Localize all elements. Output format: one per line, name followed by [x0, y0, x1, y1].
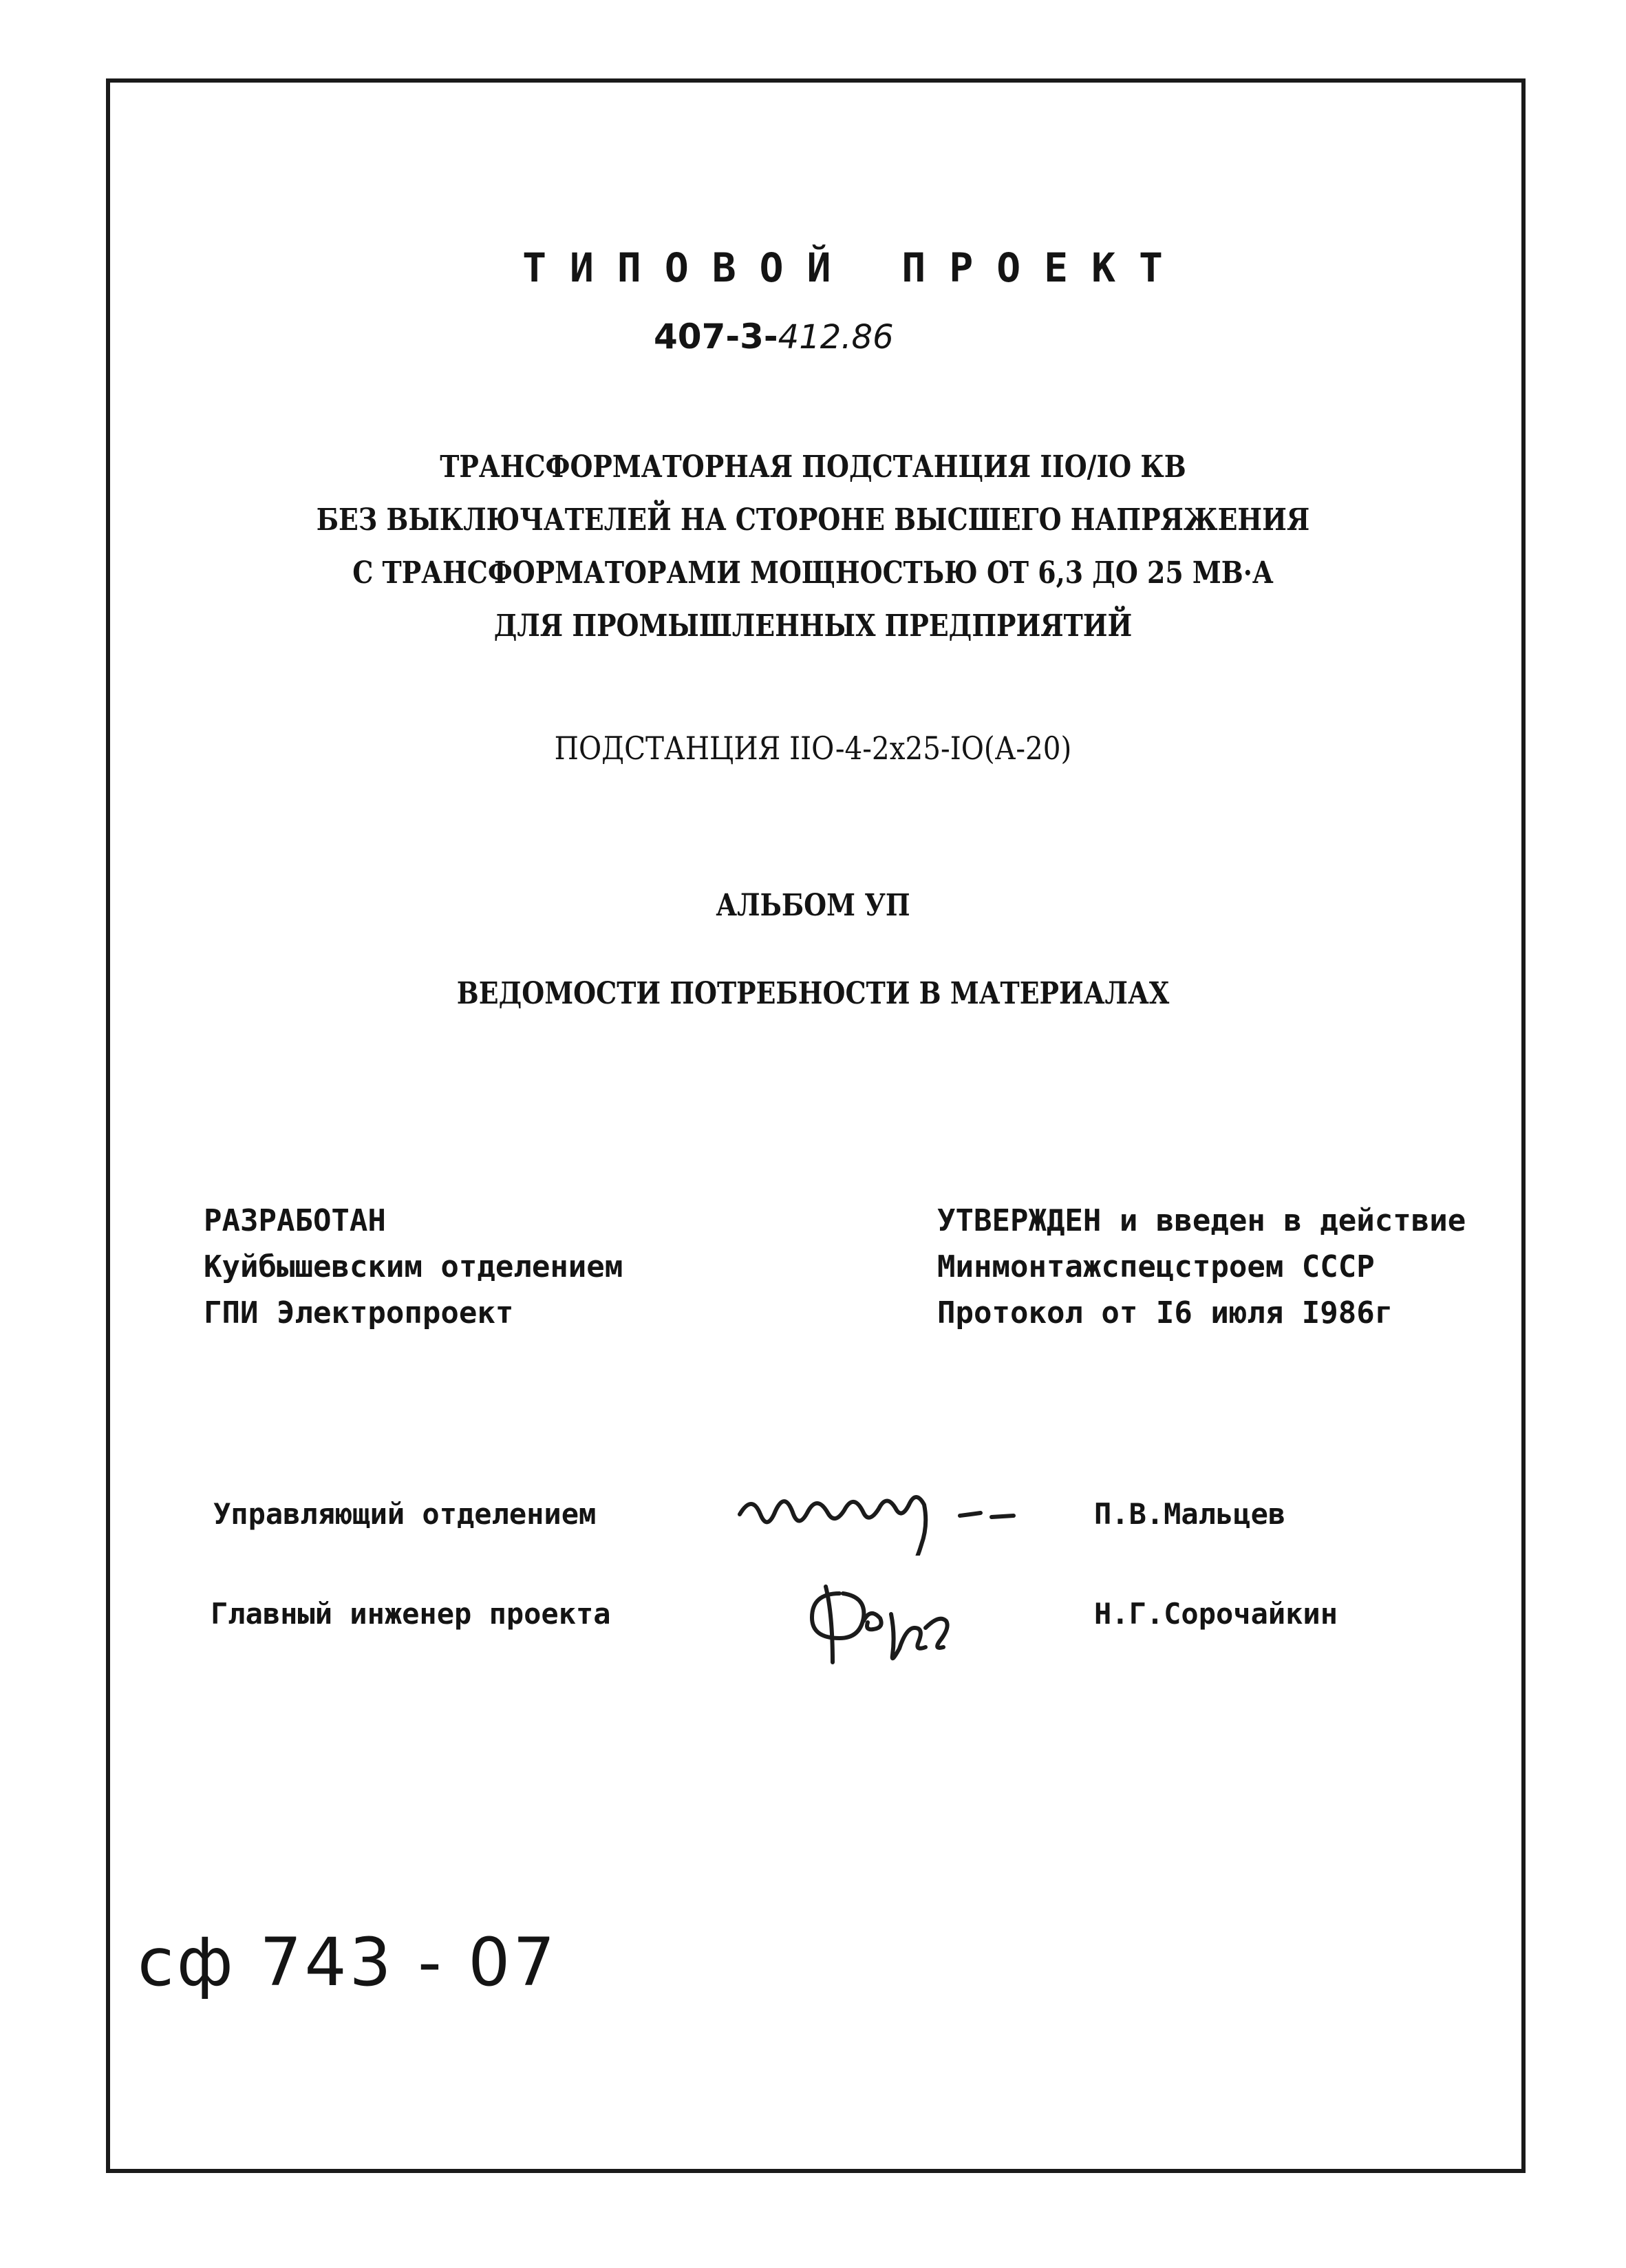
developed-by-line: Куйбышевским отделением [204, 1249, 623, 1284]
substation-designation: ПОДСТАНЦИЯ IIO-4-2х25-IO(А-20) [554, 730, 1072, 767]
developed-by-line: ГПИ Электропроект [204, 1295, 514, 1331]
title-line: ДЛЯ ПРОМЫШЛЕННЫХ ПРЕДПРИЯТИЙ [493, 608, 1133, 644]
handwritten-signature [798, 1573, 977, 1676]
signatory-role: Управляющий отделением [213, 1497, 597, 1531]
document-number [654, 317, 894, 357]
approval-block [937, 1198, 1466, 1336]
signatory-name: П.В.Мальцев [1094, 1497, 1286, 1531]
title-line: ТРАНСФОРМАТОРНАЯ ПОДСТАНЦИЯ IIO/IO КВ [440, 449, 1186, 485]
title-line: БЕЗ ВЫКЛЮЧАТЕЛЕЙ НА СТОРОНЕ ВЫСШЕГО НАПРЯЖЕНИЯ [316, 502, 1310, 538]
document-number-typed: 407-3- [654, 317, 778, 357]
project-title [114, 441, 1512, 653]
signatory-name: Н.Г.Сорочайкин [1094, 1597, 1338, 1631]
title-line: С ТРАНСФОРМАТОРАМИ МОЩНОСТЬЮ ОТ 6,3 ДО 25 МВ·А [352, 555, 1274, 591]
handwritten-signature [733, 1466, 1029, 1556]
page-border [106, 78, 1526, 2173]
developed-by-block [204, 1198, 623, 1336]
approval-line: Протокол от I6 июля I986г [937, 1295, 1393, 1331]
inventory-mark: сф 743 - 07 [138, 1924, 558, 2001]
album-title: АЛЬБОМ УП [716, 888, 910, 923]
approval-heading: УТВЕРЖДЕН и введен в действие [937, 1203, 1466, 1238]
album-subtitle: ВЕДОМОСТИ ПОТРЕБНОСТИ В МАТЕРИАЛАХ [456, 976, 1170, 1011]
document-type: ТИПОВОЙ ПРОЕКТ [522, 244, 1186, 291]
document-number-handwritten: 412.86 [778, 318, 894, 357]
developed-by-heading: РАЗРАБОТАН [204, 1203, 386, 1238]
signatory-role: Главный инженер проекта [211, 1597, 611, 1631]
approval-line: Минмонтажспецстроем СССР [937, 1249, 1375, 1284]
